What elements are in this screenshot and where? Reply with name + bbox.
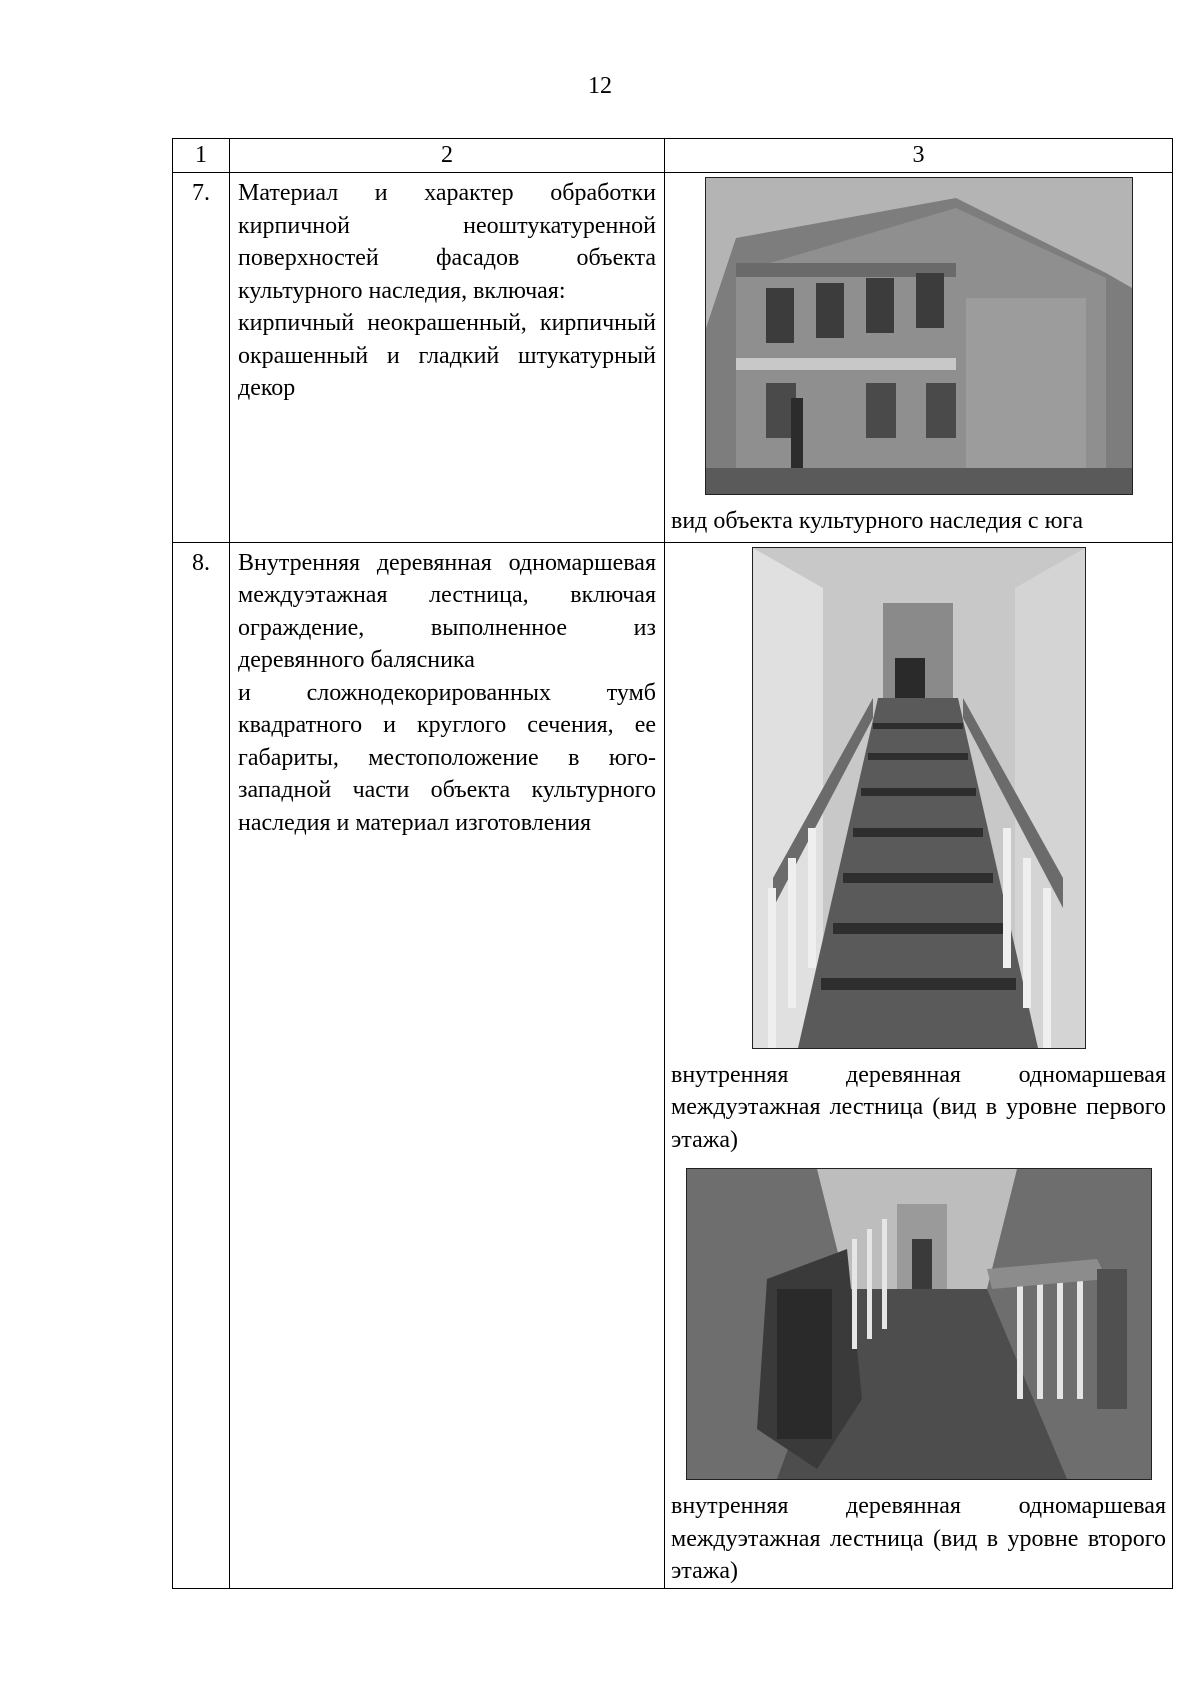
photo-caption: внутренняя деревянная одномаршевая междуэтажная лестница (вид в уровне второго этажа) [671, 1493, 1166, 1584]
heritage-elements-table [172, 138, 1173, 1589]
description-line: Внутренняя деревянная одномаршевая междуэтажная лестница, включая ограждение, выполненное из деревянного балясника [238, 549, 656, 673]
description-line: Материал и характер обработки кирпичной неоштукатуренной поверхностей фасадов объекта культурного наследия, включая: [238, 180, 656, 304]
staircase-first-floor-photo [752, 547, 1086, 1049]
photo-caption: вид объекта культурного наследия с юга [671, 508, 1084, 534]
description-line: и сложнодекорированных тумб квадратного и круглого сечения, ее габариты, местоположение в юго-западной части объекта культурного наследия и материал изготовления [238, 679, 656, 836]
row-number: 8. [173, 542, 230, 1588]
staircase-second-floor-photo [686, 1168, 1152, 1480]
photo-caption: внутренняя деревянная одномаршевая междуэтажная лестница (вид в уровне первого этажа) [671, 1061, 1166, 1153]
column-header-2: 2 [230, 139, 665, 173]
column-header-1: 1 [173, 139, 230, 173]
table-row [173, 542, 1173, 1588]
column-header-3: 3 [665, 139, 1173, 173]
row-description [230, 173, 665, 543]
row-photos [665, 173, 1173, 543]
description-line: кирпичный неокрашенный, кирпичный окрашенный и гладкий штукатурный декор [238, 310, 656, 401]
table-header-row [173, 139, 1173, 173]
page-number: 12 [588, 73, 612, 99]
row-number: 7. [173, 173, 230, 543]
row-photos [665, 542, 1173, 1588]
building-photo [705, 177, 1133, 495]
table-row [173, 173, 1173, 543]
row-description [230, 542, 665, 1588]
